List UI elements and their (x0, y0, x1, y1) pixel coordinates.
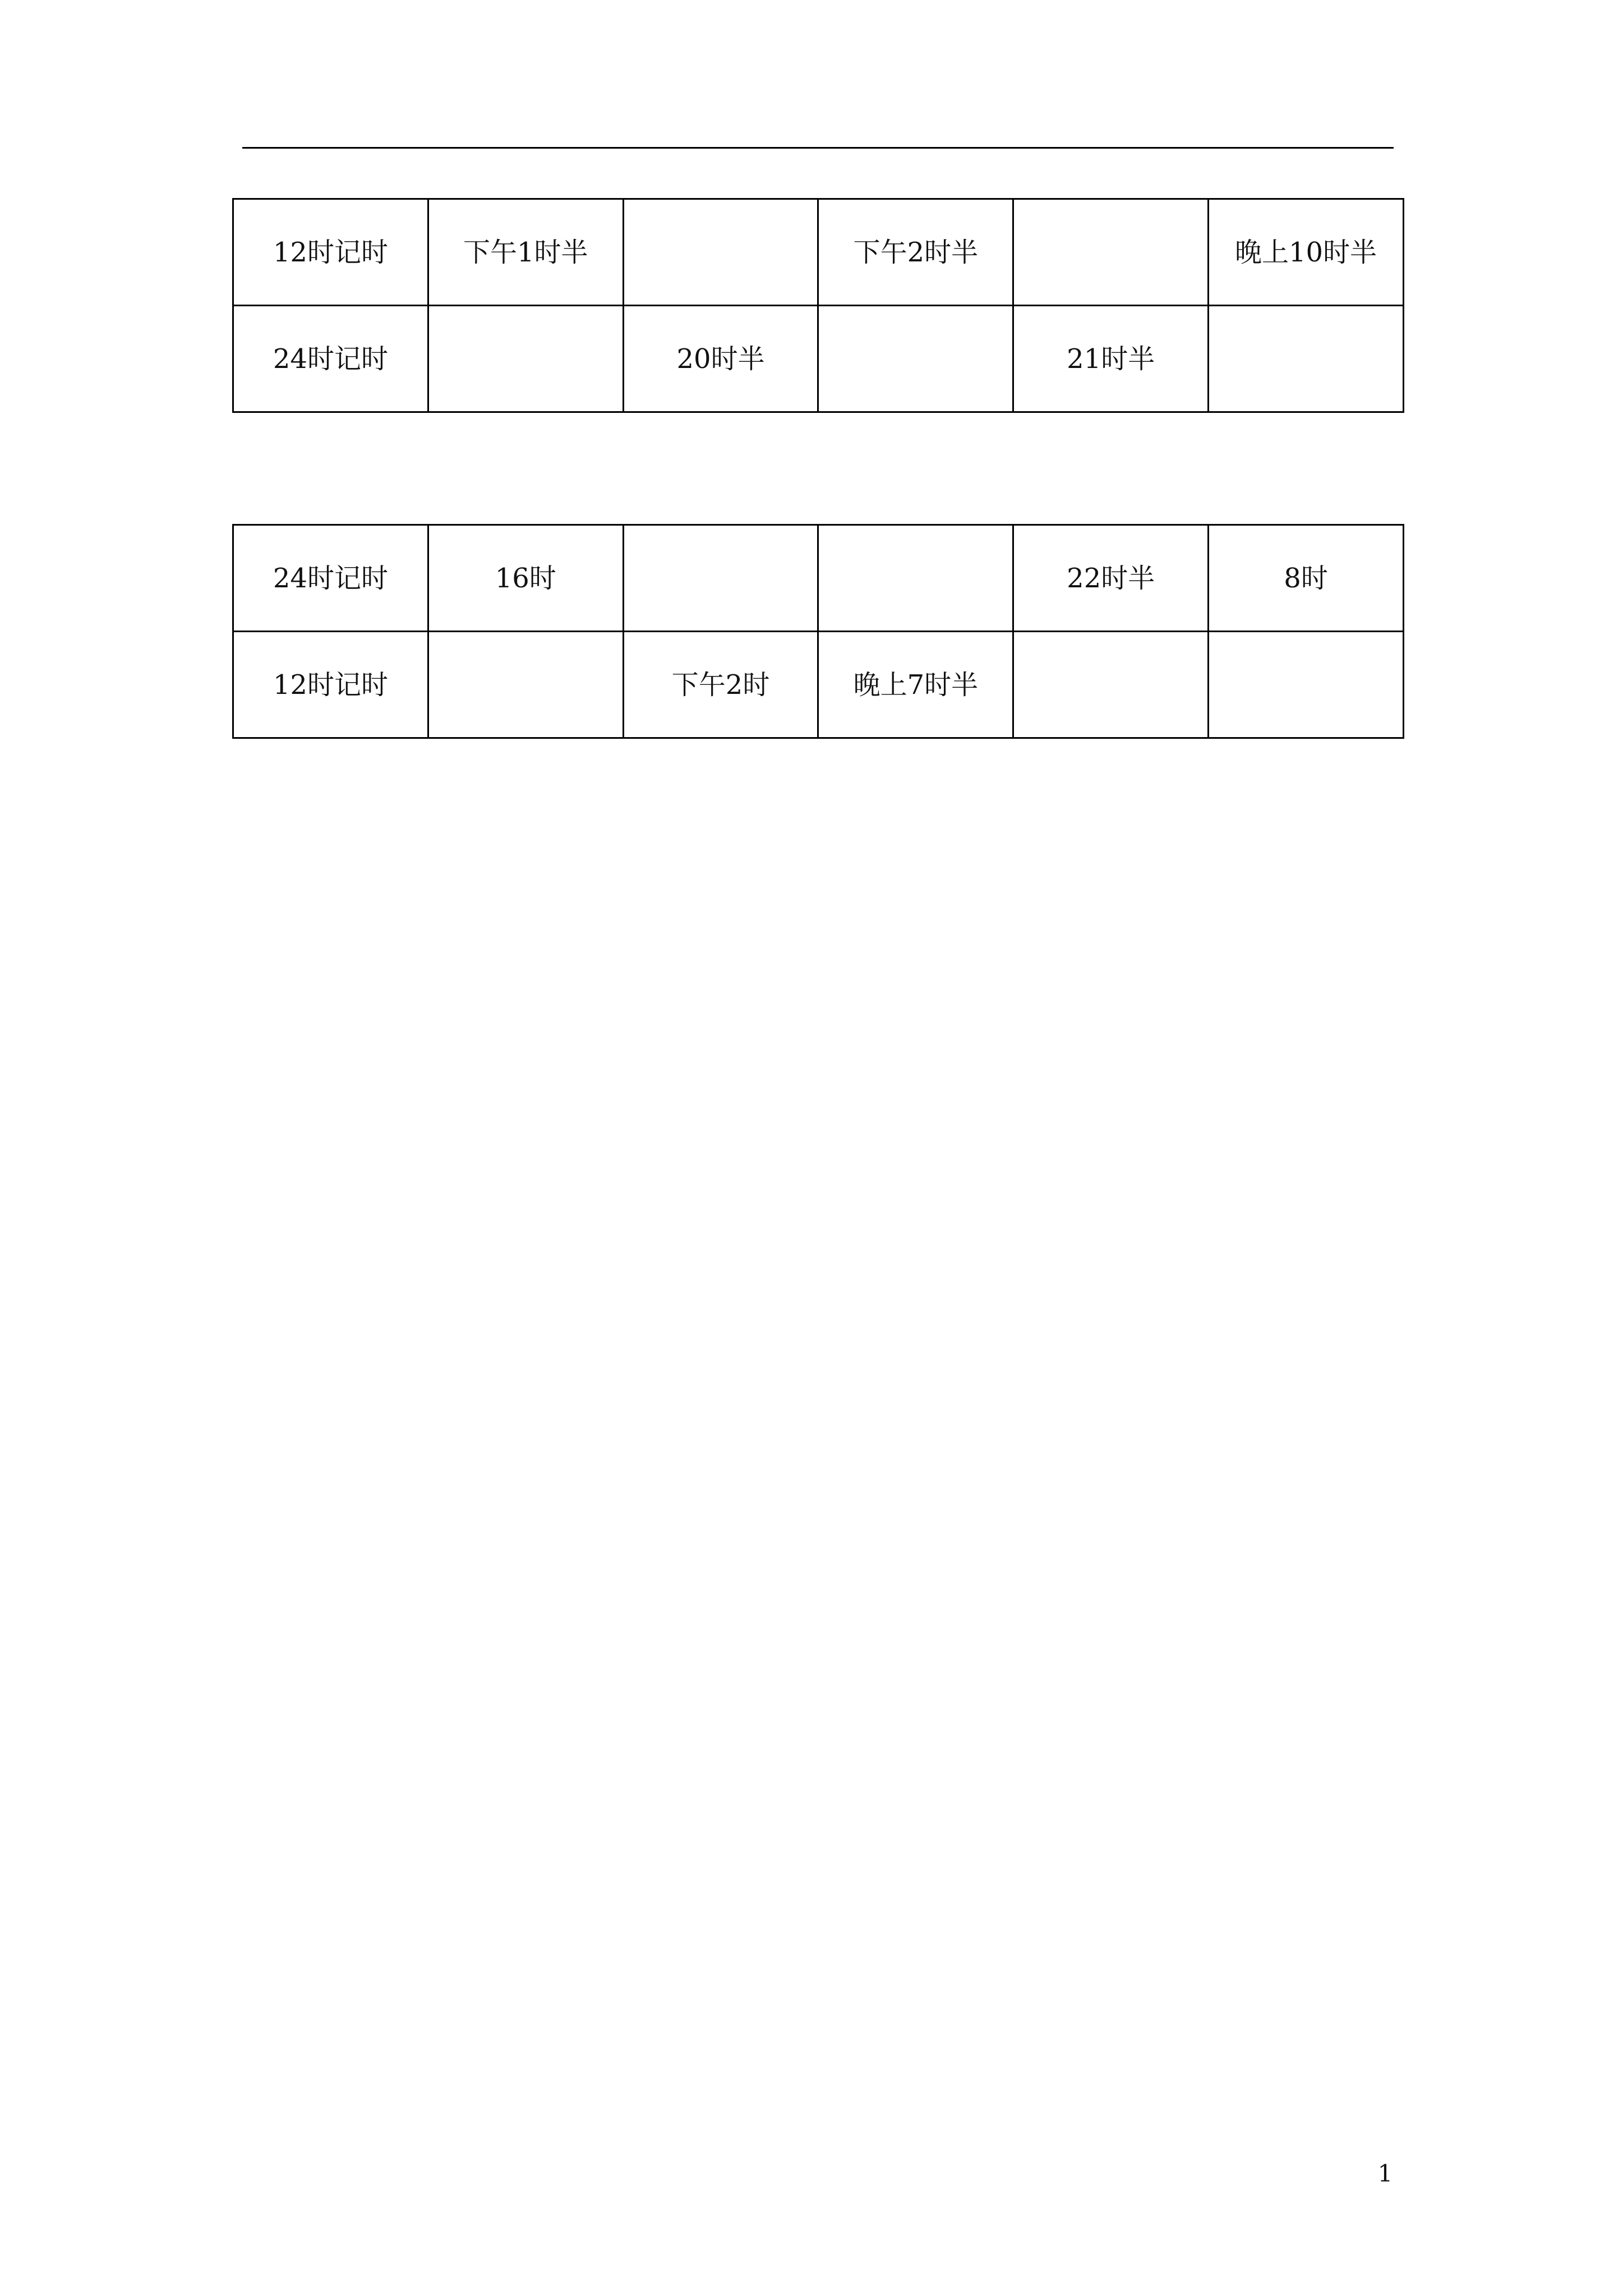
table-cell (818, 525, 1013, 632)
table-cell: 12时记时 (233, 199, 428, 306)
table-row (233, 199, 1404, 306)
table-cell: 下午2时 (623, 632, 818, 738)
time-conversion-table-1 (232, 198, 1404, 413)
table-cell: 下午2时半 (818, 199, 1013, 306)
table-cell (1209, 632, 1404, 738)
table-cell: 下午1时半 (428, 199, 623, 306)
table-row (233, 525, 1404, 632)
table-cell (1013, 632, 1209, 738)
table-cell: 22时半 (1013, 525, 1209, 632)
table-cell (1013, 199, 1209, 306)
table-cell: 24时记时 (233, 306, 428, 412)
table-cell (428, 632, 623, 738)
table-cell: 24时记时 (233, 525, 428, 632)
table-cell (623, 199, 818, 306)
table-cell: 8时 (1209, 525, 1404, 632)
table-row (233, 632, 1404, 738)
time-conversion-table-2 (232, 524, 1404, 739)
table-cell: 12时记时 (233, 632, 428, 738)
table-cell: 晚上7时半 (818, 632, 1013, 738)
table-cell: 20时半 (623, 306, 818, 412)
table-cell (1209, 306, 1404, 412)
table-cell (818, 306, 1013, 412)
table-row (233, 306, 1404, 412)
table-cell: 21时半 (1013, 306, 1209, 412)
table-cell (623, 525, 818, 632)
table-cell: 晚上10时半 (1209, 199, 1404, 306)
page-number: 1 (1377, 2160, 1393, 2187)
header-rule (242, 147, 1394, 149)
table-cell (428, 306, 623, 412)
table-cell: 16时 (428, 525, 623, 632)
